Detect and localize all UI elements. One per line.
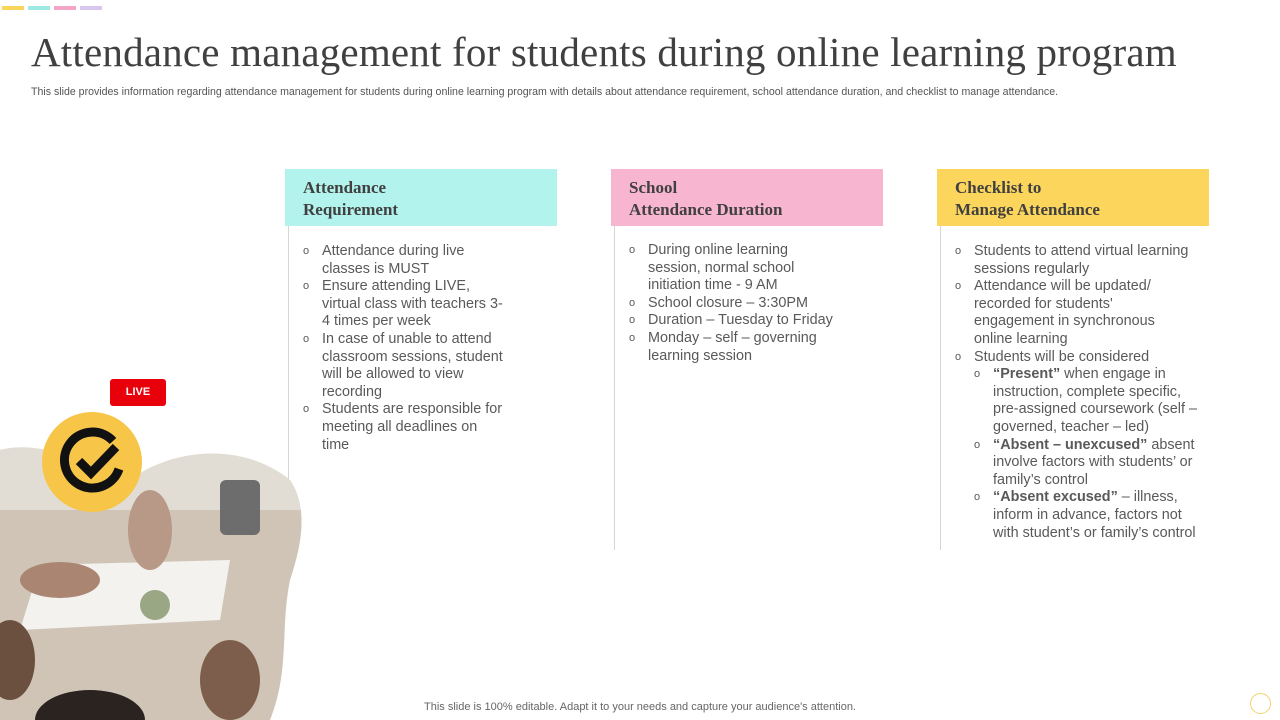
sub-list-item [974, 489, 1206, 542]
accent-strip [2, 6, 24, 10]
sub-list-item [974, 437, 1204, 490]
column-heading [937, 169, 1209, 226]
circle-decoration [1250, 693, 1271, 714]
accent-strip [54, 6, 76, 10]
accent-strip [80, 6, 102, 10]
column-checklist [937, 169, 1209, 550]
list-item: o Attendance will be updated/ recorded for students' engagement in synchronous online learning [955, 278, 1165, 348]
list-item: o During online learning session, normal school initiation time - 9 AM [629, 242, 819, 295]
term-description: when engage in instruction, complete specific, pre-assigned coursework (self – governed, teacher – led) [993, 366, 1197, 435]
list-item: o School closure – 3:30PM [629, 295, 854, 313]
heading-line: Manage Attendance [955, 200, 1100, 219]
list-item [955, 349, 1212, 543]
term: “Absent – unexcused” [993, 436, 1148, 453]
footer-note: This slide is 100% editable. Adapt it to your needs and capture your audience's attention. [424, 701, 856, 713]
list-item: o Students to attend virtual learning sessions regularly [955, 243, 1200, 278]
list-item: o Attendance during live classes is MUST [303, 243, 503, 278]
list-item: o Duration – Tuesday to Friday [629, 312, 854, 330]
heading-line: Checklist to [955, 178, 1042, 197]
check-circle-icon [41, 411, 143, 513]
term-description: – illness, inform in advance, factors not with student’s or family’s control [993, 489, 1196, 541]
list-item: o Students are responsible for meeting all deadlines on time [303, 401, 503, 454]
list-item-text: Students will be considered [974, 348, 1150, 365]
accent-strip [28, 6, 50, 10]
heading-line: Attendance Duration [629, 200, 783, 219]
heading-line: School [629, 178, 678, 197]
column-attendance-requirement [285, 169, 557, 550]
page-subtitle: This slide provides information regarding attendance management for students during online learning program with details about attendance requirement, school attendance duration, and checklist to manage attendance. [31, 86, 1059, 98]
term: “Present” [993, 366, 1061, 383]
list-item: o Ensure attending LIVE, virtual class with teachers 3-4 times per week [303, 278, 503, 331]
term-description: absent involve factors with students’ or family’s control [993, 436, 1195, 488]
term: “Absent excused” [993, 489, 1118, 506]
page-title: Attendance management for students during online learning program [31, 29, 1177, 75]
list-item: o In case of unable to attend classroom sessions, student will be allowed to view recording [303, 331, 503, 401]
sub-list-item [974, 366, 1204, 436]
heading-line: Attendance [303, 178, 387, 197]
column-heading [611, 169, 883, 226]
coffee-mug [220, 480, 260, 535]
column-school-attendance-duration [611, 169, 883, 550]
list-item: o Monday – self – governing learning session [629, 330, 829, 365]
heading-line: Requirement [303, 200, 399, 219]
column-heading [285, 169, 557, 226]
live-badge: LIVE [110, 379, 166, 406]
